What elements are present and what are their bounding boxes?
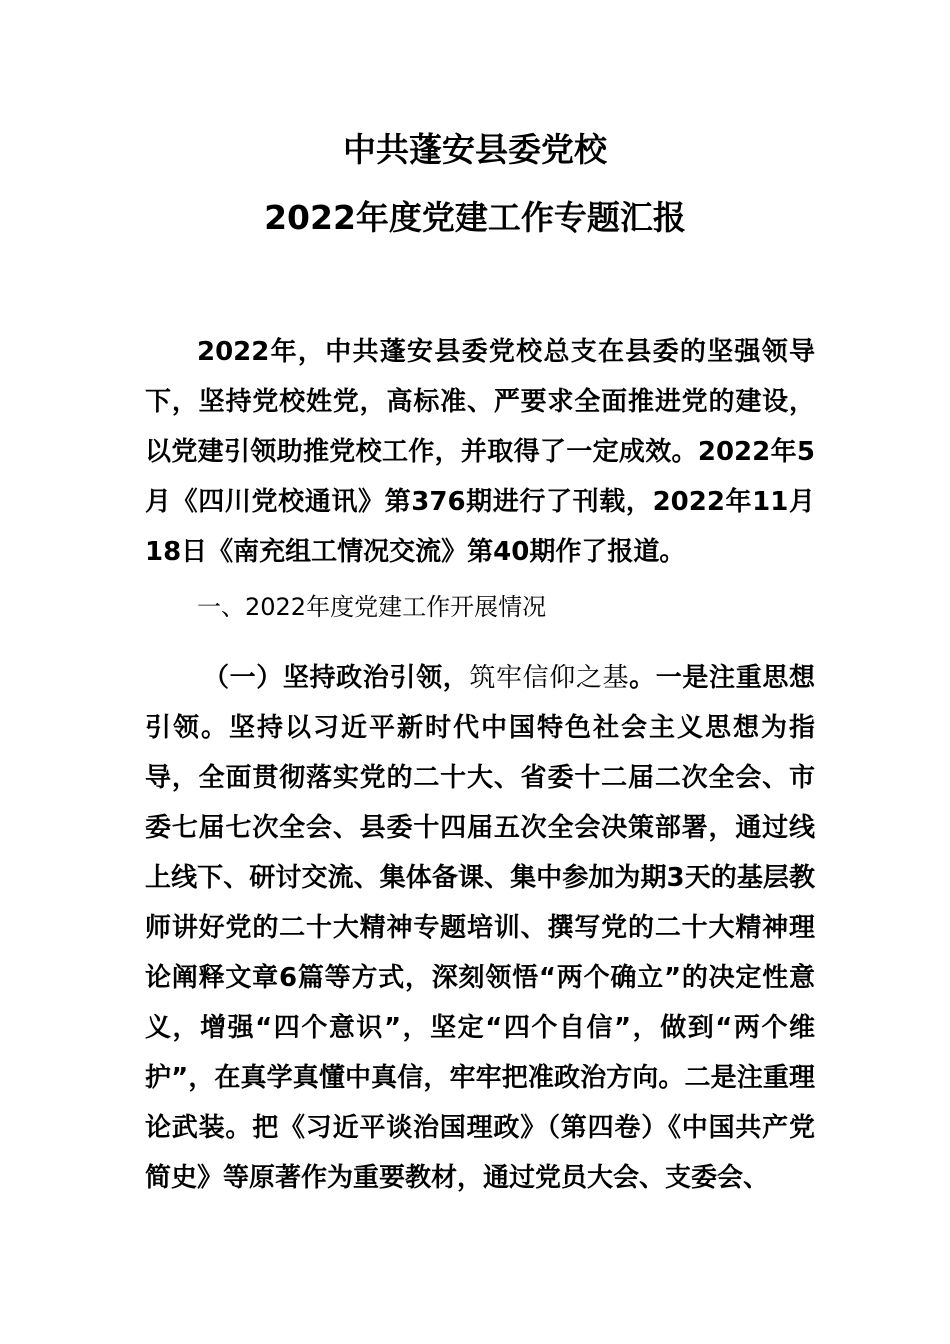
subsection-label: （一）坚持政治引领，	[203, 663, 470, 693]
section-heading: 一、2022年度党建工作开展情况	[197, 593, 547, 621]
intro-paragraph: 2022年，中共蓬安县委党校总支在县委的坚强领导下，坚持党校姓党，高标准、严要求全面推进党的建设，以党建引领助推党校工作，并取得了一定成效。2022年5月《四川党校通讯》第376期进行了刊载，2022年11月18日《南充组工情况交流》第40期作了报道。	[145, 337, 815, 567]
subsection-paragraph	[145, 653, 815, 1203]
subsection-body: 。一是注重思想引领。坚持以习近平新时代中国特色社会主义思想为指导，全面贯彻落实党的二十大、省委十二届二次全会、市委七届七次全会、县委十四届五次全会决策部署，通过线上线下、研讨交流、集体备课、集中参加为期3天的基层教师讲好党的二十大精神专题培训、撰写党的二十大精神理论阐释文章6篇等方式，深刻领悟“两个确立”的决定性意义，增强“四个意识”，坚定“四个自信”，做到“两个维护”，在真学真懂中真信，牢牢把准政治方向。二是注重理论武装。把《习近平谈治国理政》（第四卷）《中国共产党简史》等原著作为重要教材，通过党员大会、支委会、	[145, 663, 815, 1193]
subsection-label-thin: 筑牢信仰之基	[469, 663, 630, 693]
document-title-line1: 中共蓬安县委党校	[343, 130, 607, 169]
document-title-line2: 2022年度党建工作专题汇报	[264, 198, 686, 237]
